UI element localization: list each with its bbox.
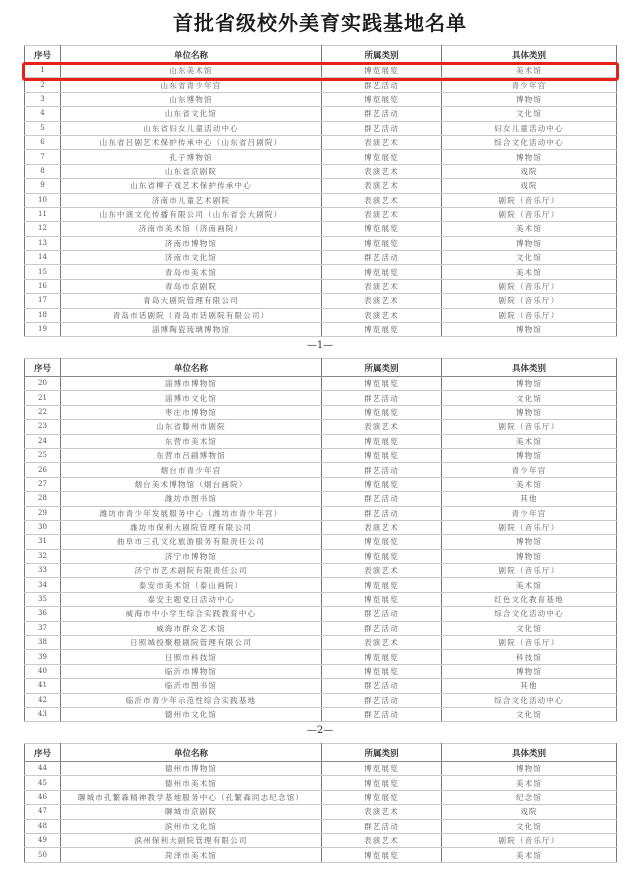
cell-type: 综合文化活动中心 bbox=[442, 135, 617, 149]
cell-category: 博览展览 bbox=[322, 434, 442, 448]
table-row bbox=[25, 420, 617, 434]
cell-type: 剧院（音乐厅） bbox=[442, 520, 617, 534]
table-row bbox=[25, 762, 617, 776]
cell-type: 其他 bbox=[442, 492, 617, 506]
cell-category: 博览展览 bbox=[322, 650, 442, 664]
cell-category: 博览展览 bbox=[322, 64, 442, 78]
table-header-row bbox=[25, 359, 617, 377]
cell-seq: 3 bbox=[25, 92, 61, 106]
cell-unit-name: 泰安主题党日活动中心 bbox=[61, 592, 322, 606]
cell-seq: 15 bbox=[25, 265, 61, 279]
table-row bbox=[25, 78, 617, 92]
column-header-type: 具体类别 bbox=[442, 744, 617, 762]
cell-seq: 12 bbox=[25, 222, 61, 236]
cell-category: 群艺活动 bbox=[322, 693, 442, 707]
cell-type: 综合文化活动中心 bbox=[442, 693, 617, 707]
cell-category: 表演艺术 bbox=[322, 833, 442, 847]
table-row bbox=[25, 578, 617, 592]
cell-category: 表演艺术 bbox=[322, 164, 442, 178]
table-row bbox=[25, 621, 617, 635]
cell-type: 剧院（音乐厅） bbox=[442, 308, 617, 322]
cell-category: 表演艺术 bbox=[322, 294, 442, 308]
cell-seq: 44 bbox=[25, 762, 61, 776]
cell-seq: 48 bbox=[25, 819, 61, 833]
cell-type: 剧院（音乐厅） bbox=[442, 207, 617, 221]
cell-type: 美术馆 bbox=[442, 578, 617, 592]
cell-unit-name: 山东省妇女儿童活动中心 bbox=[61, 121, 322, 135]
cell-category: 表演艺术 bbox=[322, 193, 442, 207]
table-row bbox=[25, 448, 617, 462]
cell-seq: 19 bbox=[25, 323, 61, 337]
cell-unit-name: 青岛大剧院管理有限公司 bbox=[61, 294, 322, 308]
cell-unit-name: 东营市美术馆 bbox=[61, 434, 322, 448]
cell-category: 博览展览 bbox=[322, 790, 442, 804]
column-header-name: 单位名称 bbox=[61, 744, 322, 762]
table-row bbox=[25, 279, 617, 293]
page-number-marker: —1— bbox=[306, 340, 334, 351]
cell-category: 表演艺术 bbox=[322, 520, 442, 534]
table-row bbox=[25, 251, 617, 265]
cell-category: 博览展览 bbox=[322, 776, 442, 790]
cell-seq: 49 bbox=[25, 833, 61, 847]
cell-type: 博物馆 bbox=[442, 236, 617, 250]
cell-category: 群艺活动 bbox=[322, 251, 442, 265]
cell-seq: 37 bbox=[25, 621, 61, 635]
table-row bbox=[25, 679, 617, 693]
cell-unit-name: 济南市美术馆（济南画院） bbox=[61, 222, 322, 236]
table-header-row bbox=[25, 46, 617, 64]
table-row bbox=[25, 819, 617, 833]
table-row bbox=[25, 506, 617, 520]
cell-unit-name: 日照城投聚橙剧院管理有限公司 bbox=[61, 636, 322, 650]
table-row bbox=[25, 107, 617, 121]
cell-seq: 14 bbox=[25, 251, 61, 265]
cell-seq: 40 bbox=[25, 664, 61, 678]
table-row bbox=[25, 520, 617, 534]
column-header-type: 具体类别 bbox=[442, 359, 617, 377]
table-row bbox=[25, 179, 617, 193]
cell-unit-name: 菏泽市美术馆 bbox=[61, 848, 322, 862]
cell-unit-name: 潍坊市保利大剧院管理有限公司 bbox=[61, 520, 322, 534]
cell-seq: 45 bbox=[25, 776, 61, 790]
cell-seq: 23 bbox=[25, 420, 61, 434]
cell-unit-name: 山东博物馆 bbox=[61, 92, 322, 106]
cell-category: 表演艺术 bbox=[322, 207, 442, 221]
cell-seq: 7 bbox=[25, 150, 61, 164]
cell-category: 群艺活动 bbox=[322, 391, 442, 405]
cell-type: 红色文化教育基地 bbox=[442, 592, 617, 606]
cell-unit-name: 日照市科技馆 bbox=[61, 650, 322, 664]
column-header-name: 单位名称 bbox=[61, 46, 322, 64]
column-header-category: 所属类别 bbox=[322, 359, 442, 377]
cell-seq: 6 bbox=[25, 135, 61, 149]
cell-unit-name: 潍坊市青少年发展服务中心（潍坊市青少年宫） bbox=[61, 506, 322, 520]
cell-seq: 28 bbox=[25, 492, 61, 506]
cell-category: 表演艺术 bbox=[322, 179, 442, 193]
table-row bbox=[25, 135, 617, 149]
cell-seq: 16 bbox=[25, 279, 61, 293]
cell-seq: 41 bbox=[25, 679, 61, 693]
cell-category: 博览展览 bbox=[322, 323, 442, 337]
cell-category: 群艺活动 bbox=[322, 607, 442, 621]
cell-unit-name: 山东省吕剧艺术保护传承中心（山东省吕剧院） bbox=[61, 135, 322, 149]
cell-seq: 20 bbox=[25, 377, 61, 391]
column-header-seq: 序号 bbox=[25, 46, 61, 64]
table-row bbox=[25, 92, 617, 106]
table-row bbox=[25, 323, 617, 337]
cell-unit-name: 临沂市图书馆 bbox=[61, 679, 322, 693]
cell-type: 博物馆 bbox=[442, 405, 617, 419]
table-row bbox=[25, 776, 617, 790]
table-row bbox=[25, 121, 617, 135]
cell-unit-name: 德州市文化馆 bbox=[61, 707, 322, 721]
cell-seq: 24 bbox=[25, 434, 61, 448]
cell-category: 群艺活动 bbox=[322, 621, 442, 635]
cell-type: 文化馆 bbox=[442, 621, 617, 635]
table-row bbox=[25, 150, 617, 164]
cell-category: 博览展览 bbox=[322, 92, 442, 106]
cell-seq: 11 bbox=[25, 207, 61, 221]
cell-type: 美术馆 bbox=[442, 222, 617, 236]
cell-type: 美术馆 bbox=[442, 848, 617, 862]
table-row bbox=[25, 592, 617, 606]
cell-category: 表演艺术 bbox=[322, 135, 442, 149]
table-row bbox=[25, 463, 617, 477]
cell-category: 博览展览 bbox=[322, 762, 442, 776]
cell-category: 群艺活动 bbox=[322, 707, 442, 721]
cell-type: 剧院（音乐厅） bbox=[442, 193, 617, 207]
cell-category: 博览展览 bbox=[322, 150, 442, 164]
cell-type: 美术馆 bbox=[442, 434, 617, 448]
cell-unit-name: 临沂市博物馆 bbox=[61, 664, 322, 678]
cell-category: 表演艺术 bbox=[322, 420, 442, 434]
cell-type: 美术馆 bbox=[442, 265, 617, 279]
cell-category: 博览展览 bbox=[322, 578, 442, 592]
cell-seq: 26 bbox=[25, 463, 61, 477]
table-row bbox=[25, 535, 617, 549]
table-row bbox=[25, 492, 617, 506]
cell-unit-name: 济南市儿童艺术剧院 bbox=[61, 193, 322, 207]
table-row bbox=[25, 805, 617, 819]
cell-category: 博览展览 bbox=[322, 848, 442, 862]
cell-type: 纪念馆 bbox=[442, 790, 617, 804]
cell-category: 博览展览 bbox=[322, 265, 442, 279]
cell-type: 青少年宫 bbox=[442, 78, 617, 92]
cell-type: 文化馆 bbox=[442, 391, 617, 405]
cell-unit-name: 济宁市博物馆 bbox=[61, 549, 322, 563]
cell-unit-name: 山东中演文化传播有限公司（山东省会大剧院） bbox=[61, 207, 322, 221]
cell-type: 剧院（音乐厅） bbox=[442, 833, 617, 847]
list-table-page-1 bbox=[24, 45, 617, 337]
cell-type: 其他 bbox=[442, 679, 617, 693]
cell-seq: 32 bbox=[25, 549, 61, 563]
column-header-name: 单位名称 bbox=[61, 359, 322, 377]
cell-seq: 4 bbox=[25, 107, 61, 121]
cell-type: 博物馆 bbox=[442, 762, 617, 776]
cell-type: 美术馆 bbox=[442, 64, 617, 78]
cell-category: 博览展览 bbox=[322, 236, 442, 250]
cell-unit-name: 山东省柳子戏艺术保护传承中心 bbox=[61, 179, 322, 193]
cell-seq: 22 bbox=[25, 405, 61, 419]
table-row bbox=[25, 693, 617, 707]
column-header-seq: 序号 bbox=[25, 744, 61, 762]
cell-category: 博览展览 bbox=[322, 549, 442, 563]
cell-unit-name: 青岛市话剧院（青岛市话剧院有限公司） bbox=[61, 308, 322, 322]
table-row bbox=[25, 377, 617, 391]
cell-type: 妇女儿童活动中心 bbox=[442, 121, 617, 135]
cell-type: 博物馆 bbox=[442, 92, 617, 106]
cell-seq: 33 bbox=[25, 564, 61, 578]
table-row bbox=[25, 236, 617, 250]
cell-category: 表演艺术 bbox=[322, 805, 442, 819]
table-row bbox=[25, 607, 617, 621]
cell-unit-name: 济南市博物馆 bbox=[61, 236, 322, 250]
cell-category: 群艺活动 bbox=[322, 121, 442, 135]
table-row bbox=[25, 564, 617, 578]
table-row bbox=[25, 549, 617, 563]
cell-unit-name: 烟台美术博物馆（烟台画院） bbox=[61, 477, 322, 491]
table-row bbox=[25, 265, 617, 279]
cell-type: 文化馆 bbox=[442, 251, 617, 265]
cell-category: 群艺活动 bbox=[322, 679, 442, 693]
cell-unit-name: 滨州保利大剧院管理有限公司 bbox=[61, 833, 322, 847]
table-row bbox=[25, 391, 617, 405]
cell-seq: 39 bbox=[25, 650, 61, 664]
cell-unit-name: 枣庄市博物馆 bbox=[61, 405, 322, 419]
cell-unit-name: 聊城市京剧院 bbox=[61, 805, 322, 819]
cell-unit-name: 潍坊市图书馆 bbox=[61, 492, 322, 506]
cell-seq: 30 bbox=[25, 520, 61, 534]
column-header-category: 所属类别 bbox=[322, 744, 442, 762]
cell-unit-name: 淄博陶瓷琉璃博物馆 bbox=[61, 323, 322, 337]
table-row bbox=[25, 664, 617, 678]
table-row bbox=[25, 848, 617, 862]
cell-seq: 38 bbox=[25, 636, 61, 650]
cell-seq: 31 bbox=[25, 535, 61, 549]
cell-type: 青少年宫 bbox=[442, 463, 617, 477]
cell-type: 剧院（音乐厅） bbox=[442, 636, 617, 650]
table-row bbox=[25, 193, 617, 207]
cell-seq: 43 bbox=[25, 707, 61, 721]
cell-unit-name: 山东省青少年宫 bbox=[61, 78, 322, 92]
cell-type: 戏院 bbox=[442, 164, 617, 178]
cell-unit-name: 山东美术馆 bbox=[61, 64, 322, 78]
list-table-page-3 bbox=[24, 743, 617, 863]
cell-unit-name: 东营市吕剧博物馆 bbox=[61, 448, 322, 462]
cell-category: 群艺活动 bbox=[322, 107, 442, 121]
document-title: 首批省级校外美育实践基地名单 bbox=[173, 11, 467, 35]
cell-seq: 35 bbox=[25, 592, 61, 606]
cell-type: 剧院（音乐厅） bbox=[442, 279, 617, 293]
cell-unit-name: 青岛市美术馆 bbox=[61, 265, 322, 279]
table-row bbox=[25, 650, 617, 664]
cell-unit-name: 聊城市孔繁森精神教学基地服务中心（孔繁森同志纪念馆） bbox=[61, 790, 322, 804]
cell-category: 表演艺术 bbox=[322, 636, 442, 650]
cell-seq: 50 bbox=[25, 848, 61, 862]
cell-type: 文化馆 bbox=[442, 107, 617, 121]
cell-unit-name: 山东省文化馆 bbox=[61, 107, 322, 121]
cell-seq: 21 bbox=[25, 391, 61, 405]
cell-seq: 5 bbox=[25, 121, 61, 135]
cell-unit-name: 山东省滕州市剧院 bbox=[61, 420, 322, 434]
cell-unit-name: 威海市群众艺术馆 bbox=[61, 621, 322, 635]
cell-unit-name: 淄博市文化馆 bbox=[61, 391, 322, 405]
cell-type: 戏院 bbox=[442, 179, 617, 193]
list-table-page-2 bbox=[24, 358, 617, 722]
cell-seq: 18 bbox=[25, 308, 61, 322]
cell-type: 美术馆 bbox=[442, 477, 617, 491]
table-row bbox=[25, 64, 617, 78]
table-row bbox=[25, 207, 617, 221]
table-row bbox=[25, 636, 617, 650]
cell-type: 博物馆 bbox=[442, 150, 617, 164]
cell-seq: 1 bbox=[25, 64, 61, 78]
cell-type: 博物馆 bbox=[442, 448, 617, 462]
cell-type: 文化馆 bbox=[442, 707, 617, 721]
table-row bbox=[25, 308, 617, 322]
table-row bbox=[25, 164, 617, 178]
cell-type: 博物馆 bbox=[442, 549, 617, 563]
cell-unit-name: 德州市博物馆 bbox=[61, 762, 322, 776]
cell-unit-name: 滨州市文化馆 bbox=[61, 819, 322, 833]
cell-seq: 42 bbox=[25, 693, 61, 707]
page-number-marker: —2— bbox=[306, 725, 334, 736]
cell-seq: 13 bbox=[25, 236, 61, 250]
cell-category: 博览展览 bbox=[322, 405, 442, 419]
cell-category: 群艺活动 bbox=[322, 463, 442, 477]
cell-category: 表演艺术 bbox=[322, 279, 442, 293]
cell-unit-name: 泰安市美术馆（泰山画院） bbox=[61, 578, 322, 592]
cell-seq: 29 bbox=[25, 506, 61, 520]
table-header-row bbox=[25, 744, 617, 762]
column-header-seq: 序号 bbox=[25, 359, 61, 377]
cell-type: 博物馆 bbox=[442, 377, 617, 391]
cell-category: 博览展览 bbox=[322, 448, 442, 462]
cell-type: 剧院（音乐厅） bbox=[442, 294, 617, 308]
cell-category: 博览展览 bbox=[322, 664, 442, 678]
cell-seq: 8 bbox=[25, 164, 61, 178]
table-row bbox=[25, 222, 617, 236]
table-row bbox=[25, 294, 617, 308]
cell-unit-name: 烟台市青少年宫 bbox=[61, 463, 322, 477]
cell-type: 博物馆 bbox=[442, 323, 617, 337]
cell-unit-name: 威海市中小学生综合实践教育中心 bbox=[61, 607, 322, 621]
cell-category: 博览展览 bbox=[322, 377, 442, 391]
cell-seq: 2 bbox=[25, 78, 61, 92]
cell-unit-name: 曲阜市三孔文化旅游服务有限责任公司 bbox=[61, 535, 322, 549]
cell-unit-name: 济南市文化馆 bbox=[61, 251, 322, 265]
cell-category: 群艺活动 bbox=[322, 506, 442, 520]
cell-seq: 17 bbox=[25, 294, 61, 308]
cell-seq: 27 bbox=[25, 477, 61, 491]
cell-seq: 25 bbox=[25, 448, 61, 462]
column-header-type: 具体类别 bbox=[442, 46, 617, 64]
cell-seq: 9 bbox=[25, 179, 61, 193]
cell-category: 表演艺术 bbox=[322, 308, 442, 322]
cell-type: 综合文化活动中心 bbox=[442, 607, 617, 621]
cell-unit-name: 青岛市京剧院 bbox=[61, 279, 322, 293]
cell-category: 群艺活动 bbox=[322, 492, 442, 506]
cell-seq: 46 bbox=[25, 790, 61, 804]
table-row bbox=[25, 790, 617, 804]
cell-category: 群艺活动 bbox=[322, 78, 442, 92]
table-row bbox=[25, 434, 617, 448]
cell-unit-name: 济宁市艺术剧院有限责任公司 bbox=[61, 564, 322, 578]
cell-category: 表演艺术 bbox=[322, 564, 442, 578]
table-row bbox=[25, 833, 617, 847]
table-row bbox=[25, 405, 617, 419]
cell-seq: 10 bbox=[25, 193, 61, 207]
cell-type: 美术馆 bbox=[442, 776, 617, 790]
cell-type: 剧院（音乐厅） bbox=[442, 564, 617, 578]
column-header-category: 所属类别 bbox=[322, 46, 442, 64]
cell-category: 博览展览 bbox=[322, 535, 442, 549]
cell-type: 戏院 bbox=[442, 805, 617, 819]
cell-unit-name: 山东省京剧院 bbox=[61, 164, 322, 178]
cell-category: 博览展览 bbox=[322, 477, 442, 491]
cell-category: 博览展览 bbox=[322, 222, 442, 236]
table-row bbox=[25, 477, 617, 491]
cell-type: 科技馆 bbox=[442, 650, 617, 664]
cell-seq: 47 bbox=[25, 805, 61, 819]
cell-type: 青少年宫 bbox=[442, 506, 617, 520]
cell-type: 博物馆 bbox=[442, 535, 617, 549]
cell-unit-name: 德州市美术馆 bbox=[61, 776, 322, 790]
cell-category: 群艺活动 bbox=[322, 819, 442, 833]
cell-seq: 36 bbox=[25, 607, 61, 621]
cell-type: 剧院（音乐厅） bbox=[442, 420, 617, 434]
cell-type: 文化馆 bbox=[442, 819, 617, 833]
cell-unit-name: 孔子博物馆 bbox=[61, 150, 322, 164]
table-row bbox=[25, 707, 617, 721]
cell-type: 博物馆 bbox=[442, 664, 617, 678]
cell-unit-name: 淄博市博物馆 bbox=[61, 377, 322, 391]
cell-category: 博览展览 bbox=[322, 592, 442, 606]
cell-seq: 34 bbox=[25, 578, 61, 592]
cell-unit-name: 临沂市青少年示范性综合实践基地 bbox=[61, 693, 322, 707]
